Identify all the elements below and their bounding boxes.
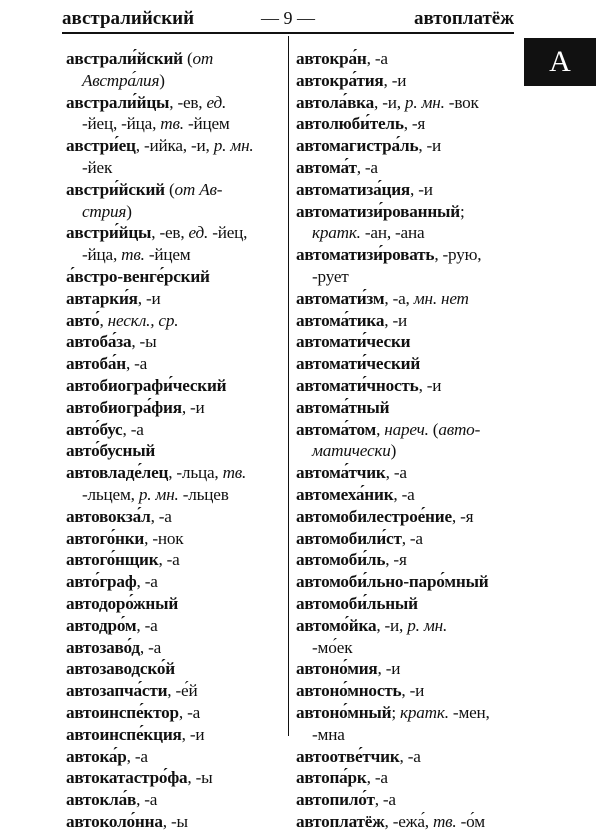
grammar-note: р. мн. — [138, 484, 179, 504]
left-column — [66, 48, 284, 833]
headword: автозапча́сти — [66, 681, 168, 701]
entry-continuation-line — [66, 244, 284, 266]
inflection-text: -вок — [444, 92, 479, 112]
inflection-text: , -и — [383, 70, 407, 90]
headword: автома́том — [296, 419, 377, 439]
headword: автокра́тия — [296, 70, 384, 90]
headword: автозаво́д — [66, 637, 140, 657]
grammar-note: тв. — [432, 811, 457, 831]
headword: автоматизи́рованный — [296, 201, 460, 221]
headword: автоно́мность — [296, 681, 402, 701]
headword: автозаводско́й — [66, 659, 175, 679]
headword: автоба́н — [66, 354, 126, 374]
dictionary-entry-line — [296, 397, 518, 419]
dictionary-entry-line — [66, 288, 284, 310]
inflection-text: , — [376, 419, 385, 439]
entry-continuation-line — [66, 70, 284, 92]
inflection-text: , -а — [136, 572, 158, 592]
headword: автодоро́жный — [66, 593, 179, 613]
headword: автомо́йка — [296, 615, 377, 635]
headword: автоба́за — [66, 332, 132, 352]
dictionary-entry-line — [66, 789, 284, 811]
headword: автома́т — [296, 157, 357, 177]
inflection-text: -йца, — [82, 245, 122, 265]
dictionary-entry-line — [296, 244, 518, 266]
inflection-text: , -и — [418, 136, 442, 156]
inflection-text: , -а — [366, 768, 388, 788]
headword: автоматизи́ровать — [296, 245, 435, 265]
inflection-text: , -а — [139, 637, 162, 657]
headword: автокра́н — [296, 49, 367, 68]
inflection-text: , -а — [178, 702, 201, 722]
dictionary-entry-line — [66, 353, 284, 375]
entry-continuation-line — [296, 222, 518, 244]
column-divider — [288, 36, 289, 736]
headword: автока́р — [66, 746, 127, 766]
dictionary-entry-line — [296, 746, 518, 768]
grammar-note: от — [192, 49, 214, 68]
dictionary-entry-line — [296, 310, 518, 332]
grammar-note: мн. нет — [413, 288, 469, 308]
dictionary-entry-line — [66, 222, 284, 244]
headword: авто́бусный — [66, 441, 156, 461]
dictionary-entry-line — [66, 746, 284, 768]
inflection-text: , -льца, — [168, 463, 223, 483]
inflection-text: , -ев, — [169, 92, 207, 112]
dictionary-entry-line — [296, 353, 518, 375]
inflection-text: , -и — [181, 724, 205, 744]
headword: австри́ец — [66, 136, 136, 156]
dictionary-entry-line — [296, 789, 518, 811]
dictionary-entry-line — [296, 658, 518, 680]
inflection-text: , -е́й — [167, 681, 198, 701]
header-rule — [62, 32, 514, 34]
entry-continuation-line — [66, 113, 284, 135]
dictionary-entry-line — [66, 440, 284, 462]
headword: автомагистра́ль — [296, 136, 419, 156]
headword: автокатастро́фа — [66, 768, 188, 788]
inflection-text: ) — [159, 70, 165, 90]
inflection-text: , -и — [137, 288, 161, 308]
entry-continuation-line — [66, 201, 284, 223]
inflection-text: , -а — [356, 157, 378, 177]
headword: автобиогра́фия — [66, 397, 182, 417]
dictionary-entry-line — [296, 702, 518, 724]
dictionary-entry-line — [296, 92, 518, 114]
page-number: — 9 — — [261, 8, 315, 28]
headword: австрали́йцы — [66, 92, 170, 112]
dictionary-entry-line — [296, 549, 518, 571]
headword: автомобили́ст — [296, 528, 402, 548]
dictionary-entry-line — [296, 157, 518, 179]
dictionary-entry-line — [296, 419, 518, 441]
dictionary-entry-line — [66, 331, 284, 353]
dictionary-entry-line — [66, 680, 284, 702]
dictionary-entry-line — [296, 135, 518, 157]
grammar-note: р. мн. — [404, 92, 445, 112]
dictionary-entry-line — [296, 331, 518, 353]
headword: автоно́мный — [296, 702, 392, 722]
dictionary-entry-line — [296, 615, 518, 637]
inflection-text: , -ы — [162, 811, 188, 831]
headword: автомати́ческий — [296, 354, 421, 374]
inflection-text: , -и — [401, 681, 425, 701]
headword: а́встро-венге́рский — [66, 266, 210, 286]
letter-tab: А — [524, 38, 596, 86]
dictionary-entry-line — [296, 528, 518, 550]
dictionary-entry-line — [296, 571, 518, 593]
grammar-note: ед. — [188, 223, 209, 243]
inflection-text: , -ежа́, — [384, 811, 433, 831]
headword: автола́вка — [296, 92, 374, 112]
inflection-text: , — [99, 310, 108, 330]
inflection-text: , -а — [125, 354, 148, 374]
headword: автопило́т — [296, 790, 375, 810]
headword: автолюби́тель — [296, 114, 404, 134]
dictionary-entry-line — [296, 48, 518, 70]
headword: авто́граф — [66, 572, 137, 592]
grammar-note: тв. — [222, 463, 247, 483]
inflection-text: , -я — [451, 506, 474, 526]
dictionary-entry-line — [66, 658, 284, 680]
dictionary-entry-line — [66, 48, 284, 70]
inflection-text: , -ийка, -и, — [135, 136, 214, 156]
dictionary-entry-line — [66, 462, 284, 484]
inflection-text: , -и, — [374, 92, 405, 112]
entry-continuation-line — [296, 637, 518, 659]
inflection-text: , -ы — [131, 332, 157, 352]
dictionary-entry-line — [66, 179, 284, 201]
dictionary-entry-line — [296, 70, 518, 92]
headword: автоплатёж — [296, 811, 385, 831]
inflection-text: , -я — [403, 114, 426, 134]
inflection-text: , -а — [393, 484, 415, 504]
dictionary-entry-line — [296, 506, 518, 528]
headword: автоно́мия — [296, 659, 378, 679]
dictionary-entry-line — [296, 113, 518, 135]
headword: авто́бус — [66, 419, 123, 439]
dictionary-entry-line — [66, 397, 284, 419]
headword: автоотве́тчик — [296, 746, 400, 766]
inflection-text: ( — [182, 49, 193, 68]
inflection-text: -йек — [82, 157, 113, 177]
inflection-text: ( — [164, 179, 175, 199]
inflection-text: ; — [459, 201, 465, 221]
inflection-text: , -нок — [144, 528, 184, 548]
running-header — [62, 6, 514, 32]
inflection-text: , -я — [385, 550, 407, 570]
inflection-text: , -ев, — [151, 223, 189, 243]
grammar-note: кратк. — [400, 702, 449, 722]
inflection-text: , -рую, — [434, 245, 482, 265]
grammar-note: кратк. — [312, 223, 361, 243]
headword: австрали́йский — [66, 49, 183, 68]
headword: автомоби́льно-паро́мный — [296, 572, 489, 592]
headword: автомобилестрое́ние — [296, 506, 452, 526]
inflection-text: , -а — [374, 790, 396, 810]
inflection-text: , -а, — [384, 288, 414, 308]
grammar-note: авто- — [438, 419, 481, 439]
header-last-word: автоплатёж — [413, 8, 514, 29]
headword: автодро́м — [66, 615, 137, 635]
entry-continuation-line — [66, 157, 284, 179]
inflection-text: , -и — [418, 375, 442, 395]
inflection-text: , -а — [399, 746, 421, 766]
grammar-note: матически — [312, 441, 391, 461]
inflection-text: -мен, — [448, 702, 490, 722]
inflection-text: -йцем — [183, 114, 230, 134]
headword: автобиографи́ческий — [66, 375, 227, 395]
inflection-text: , -а — [366, 49, 388, 68]
headword: автопа́рк — [296, 768, 367, 788]
dictionary-entry-line — [66, 724, 284, 746]
inflection-text: , -и — [377, 659, 401, 679]
dictionary-entry-line — [66, 571, 284, 593]
entry-continuation-line — [296, 724, 518, 746]
dictionary-entry-line — [296, 680, 518, 702]
headword: австри́йский — [66, 179, 165, 199]
headword: автомати́зм — [296, 288, 385, 308]
headword: австри́йцы — [66, 223, 152, 243]
dictionary-entry-line — [296, 811, 518, 833]
grammar-note: нескл., ср. — [107, 310, 179, 330]
dictionary-entry-line — [66, 615, 284, 637]
headword: автомати́чески — [296, 332, 411, 352]
inflection-text: ) — [126, 201, 132, 221]
header-first-word: австралийский — [62, 8, 195, 29]
headword: автома́тчик — [296, 463, 386, 483]
inflection-text: , -и — [410, 179, 433, 199]
inflection-text: -о́м — [456, 811, 485, 831]
dictionary-entry-line — [66, 375, 284, 397]
dictionary-entry-line — [296, 767, 518, 789]
entry-continuation-line — [296, 440, 518, 462]
dictionary-entry-line — [66, 549, 284, 571]
headword: автомеха́ник — [296, 484, 394, 504]
dictionary-entry-line — [66, 266, 284, 288]
inflection-text: , -а — [136, 615, 158, 635]
grammar-note: р. мн. — [213, 136, 254, 156]
grammar-note: нареч. — [384, 419, 429, 439]
inflection-text: , -а — [385, 463, 407, 483]
inflection-text: , -а — [126, 746, 148, 766]
headword: автомати́чность — [296, 375, 419, 395]
headword: автарки́я — [66, 288, 138, 308]
headword: автомоби́ль — [296, 550, 386, 570]
inflection-text: , -а — [122, 419, 144, 439]
headword: автовокза́л — [66, 506, 151, 526]
grammar-note: Австра́лия — [82, 70, 160, 90]
grammar-note: р. мн. — [407, 615, 448, 635]
inflection-text: -льцем, — [82, 484, 139, 504]
dictionary-entry-line — [66, 528, 284, 550]
inflection-text: , -и — [181, 397, 205, 417]
entry-continuation-line — [66, 484, 284, 506]
dictionary-entry-line — [66, 811, 284, 833]
dictionary-entry-line — [66, 92, 284, 114]
grammar-note: ед. — [206, 92, 227, 112]
headword: автоинспе́кция — [66, 724, 182, 744]
headword: автого́нщик — [66, 550, 159, 570]
inflection-text: , -ы — [187, 768, 213, 788]
dictionary-entry-line — [296, 484, 518, 506]
inflection-text: -йец, -йца, — [82, 114, 161, 134]
dictionary-entry-line — [296, 201, 518, 223]
inflection-text: -рует — [312, 266, 349, 286]
inflection-text: , -а — [150, 506, 172, 526]
headword: автоколо́нна — [66, 811, 163, 831]
inflection-text: , -а — [158, 550, 180, 570]
dictionary-entry-line — [296, 462, 518, 484]
inflection-text: , -и, — [376, 615, 408, 635]
headword: автоинспе́ктор — [66, 702, 179, 722]
dictionary-entry-line — [66, 593, 284, 615]
dictionary-entry-line — [66, 506, 284, 528]
entry-continuation-line — [296, 266, 518, 288]
inflection-text: ( — [428, 419, 439, 439]
dictionary-entry-line — [296, 179, 518, 201]
inflection-text: -мна — [312, 724, 345, 744]
inflection-text: , -и — [384, 310, 407, 330]
grammar-note: тв. — [160, 114, 184, 134]
grammar-note: тв. — [121, 245, 145, 265]
inflection-text: -ан, -ана — [360, 223, 425, 243]
dictionary-entry-line — [66, 702, 284, 724]
headword: автомоби́льный — [296, 593, 418, 613]
grammar-note: от Ав- — [174, 179, 223, 199]
headword: автома́тный — [296, 397, 390, 417]
dictionary-entry-line — [66, 419, 284, 441]
dictionary-entry-line — [296, 375, 518, 397]
inflection-text: -йцем — [144, 245, 191, 265]
headword: автоматиза́ция — [296, 179, 411, 199]
dictionary-entry-line — [66, 135, 284, 157]
right-column — [296, 48, 518, 833]
headword: авто́ — [66, 310, 100, 330]
inflection-text: ) — [390, 441, 397, 461]
inflection-text: -льцев — [178, 484, 229, 504]
inflection-text: , -а — [401, 528, 423, 548]
headword: автого́нки — [66, 528, 145, 548]
headword: автовладе́лец — [66, 463, 169, 483]
dictionary-entry-line — [66, 767, 284, 789]
dictionary-entry-line — [296, 593, 518, 615]
inflection-text: -мо́ек — [312, 637, 353, 657]
inflection-text: -йец, — [208, 223, 248, 243]
dictionary-entry-line — [296, 288, 518, 310]
headword: автокла́в — [66, 790, 137, 810]
dictionary-entry-line — [66, 310, 284, 332]
inflection-text: , -а — [136, 790, 158, 810]
grammar-note: стрия — [82, 201, 127, 221]
dictionary-entry-line — [66, 637, 284, 659]
headword: автома́тика — [296, 310, 385, 330]
inflection-text: ; — [391, 702, 401, 722]
